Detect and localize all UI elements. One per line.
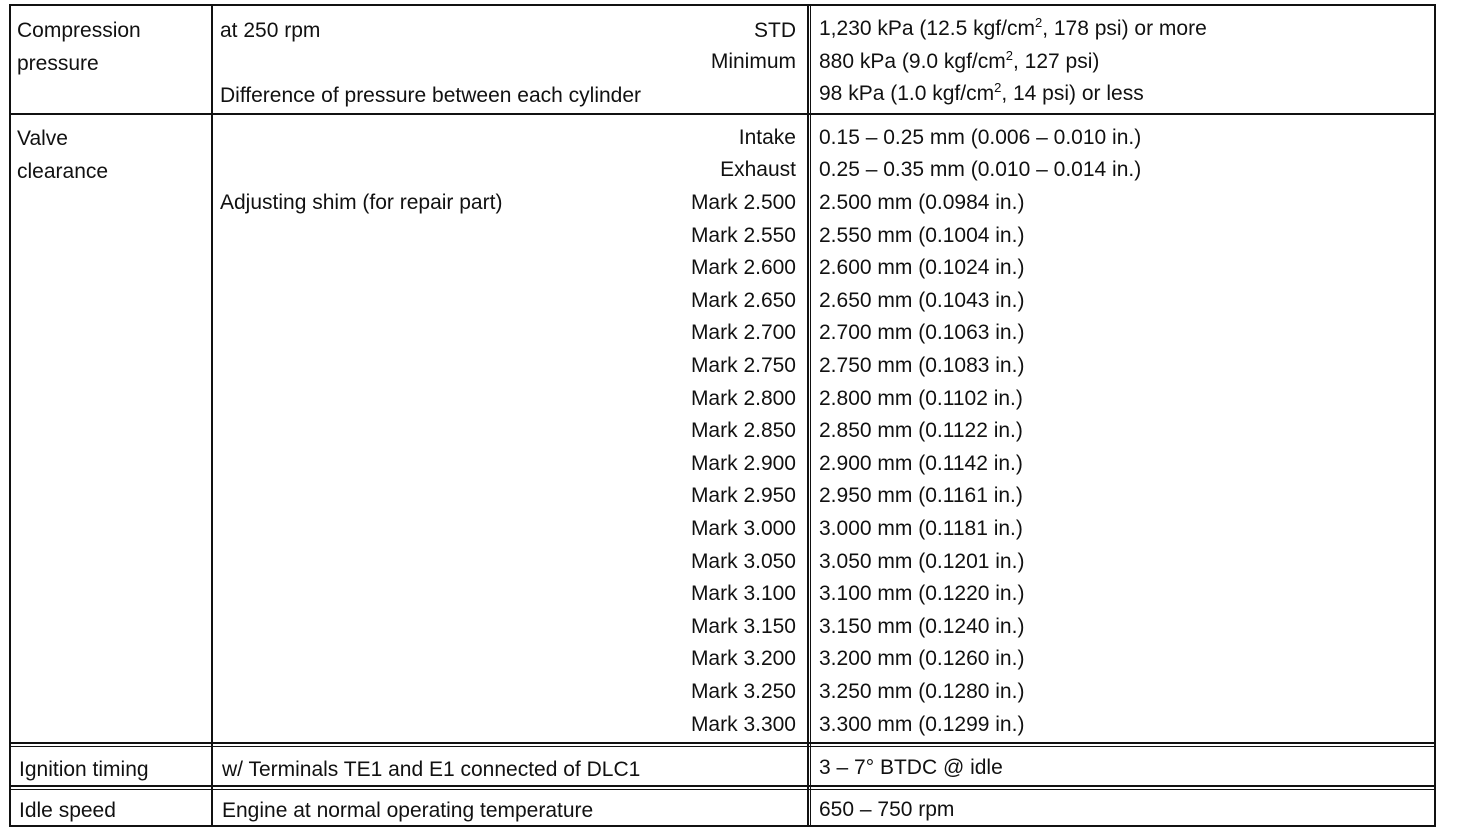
shim-value: 2.950 mm (0.1161 in.)	[819, 484, 1023, 508]
shim-value: 3.250 mm (0.1280 in.)	[819, 680, 1025, 703]
shim-mark: Mark 2.900	[690, 451, 796, 475]
shim-value: 3.000 mm (0.1181 in.)	[819, 517, 1023, 540]
valve-intake-label: Intake	[738, 126, 796, 149]
diff-value-sup: 2	[994, 80, 1002, 95]
shim-mark: Mark 2.750	[690, 354, 796, 377]
compression-label-line1: Compression	[17, 19, 141, 42]
compression-label-line2: pressure	[17, 52, 99, 75]
table-border-right	[1434, 4, 1436, 827]
shim-value: 2.600 mm (0.1024 in.)	[819, 256, 1025, 280]
table-border-bottom	[9, 825, 1436, 827]
shim-mark: Mark 2.850	[690, 419, 796, 443]
row-divider-3b	[9, 789, 1436, 790]
row-divider-3	[9, 785, 1436, 787]
column-divider-2b	[810, 4, 811, 827]
shim-value: 2.750 mm (0.1083 in.)	[819, 354, 1025, 377]
column-divider-1	[211, 4, 213, 827]
shim-mark: Mark 2.650	[690, 288, 796, 312]
shim-value: 2.650 mm (0.1043 in.)	[819, 288, 1025, 312]
std-value-text-end: , 178 psi) or more	[1042, 17, 1207, 40]
shim-mark: Mark 2.800	[690, 386, 796, 410]
shim-mark: Mark 2.950	[690, 484, 796, 508]
std-value-text: 1,230 kPa (12.5 kgf/cm	[819, 17, 1035, 40]
compression-min-value	[819, 49, 1099, 74]
compression-diff-label: Difference of pressure between each cylinder	[220, 84, 642, 107]
min-value-text-end: , 127 psi)	[1013, 50, 1100, 73]
shim-mark: Mark 2.500	[690, 191, 796, 214]
idle-speed-value: 650 – 750 rpm	[819, 798, 955, 821]
shim-mark: Mark 3.050	[690, 549, 796, 573]
shim-value: 3.050 mm (0.1201 in.)	[819, 549, 1025, 573]
shim-value: 3.200 mm (0.1260 in.)	[819, 647, 1025, 671]
ignition-timing-label: Ignition timing	[19, 758, 149, 781]
table-border-left	[9, 4, 11, 827]
diff-value-text: 98 kPa (1.0 kgf/cm	[819, 82, 995, 105]
std-value-sup: 2	[1034, 15, 1043, 30]
compression-diff-value	[819, 81, 1144, 106]
valve-label-line2: clearance	[17, 160, 109, 183]
diff-value-text-end: , 14 psi) or less	[1001, 82, 1144, 105]
shim-value: 2.500 mm (0.0984 in.)	[819, 191, 1025, 214]
shim-mark: Mark 3.250	[690, 680, 796, 703]
row-divider-1	[9, 113, 1436, 115]
idle-speed-condition: Engine at normal operating temperature	[222, 799, 594, 822]
shim-mark: Mark 3.150	[690, 614, 796, 638]
shim-mark: Mark 2.550	[690, 223, 796, 247]
row-divider-2	[9, 742, 1436, 744]
valve-label-line1: Valve	[17, 127, 68, 150]
row-divider-2b	[9, 746, 1436, 747]
idle-speed-label: Idle speed	[19, 799, 116, 822]
shim-value: 3.150 mm (0.1240 in.)	[819, 614, 1025, 638]
adjusting-shim-label: Adjusting shim (for repair part)	[220, 191, 503, 214]
valve-intake-value: 0.15 – 0.25 mm (0.006 – 0.010 in.)	[819, 126, 1142, 149]
shim-mark: Mark 2.600	[690, 256, 796, 280]
shim-value: 2.850 mm (0.1122 in.)	[819, 419, 1023, 443]
shim-value: 3.100 mm (0.1220 in.)	[819, 582, 1025, 606]
ignition-timing-value: 3 – 7° BTDC @ idle	[819, 756, 1003, 779]
valve-exhaust-value: 0.25 – 0.35 mm (0.010 – 0.014 in.)	[819, 158, 1142, 181]
ignition-timing-condition: w/ Terminals TE1 and E1 connected of DLC1	[222, 758, 641, 781]
table-border-top	[9, 4, 1436, 6]
compression-condition: at 250 rpm	[220, 19, 321, 42]
min-value-sup: 2	[1005, 48, 1013, 63]
compression-std-label: STD	[754, 19, 796, 42]
shim-value: 2.900 mm (0.1142 in.)	[819, 451, 1023, 475]
compression-min-label: Minimum	[710, 50, 796, 73]
shim-mark: Mark 2.700	[690, 321, 796, 345]
shim-mark: Mark 3.300	[690, 712, 796, 736]
shim-value: 2.800 mm (0.1102 in.)	[819, 386, 1023, 410]
valve-exhaust-label: Exhaust	[720, 158, 796, 181]
shim-value: 2.700 mm (0.1063 in.)	[819, 321, 1025, 345]
column-divider-2	[807, 4, 809, 827]
shim-value: 3.300 mm (0.1299 in.)	[819, 712, 1025, 736]
min-value-text: 880 kPa (9.0 kgf/cm	[819, 50, 1006, 73]
shim-mark: Mark 3.200	[690, 647, 796, 671]
shim-mark: Mark 3.100	[690, 582, 796, 606]
compression-std-value	[819, 16, 1207, 41]
shim-value: 2.550 mm (0.1004 in.)	[819, 223, 1025, 247]
shim-mark: Mark 3.000	[690, 517, 796, 540]
